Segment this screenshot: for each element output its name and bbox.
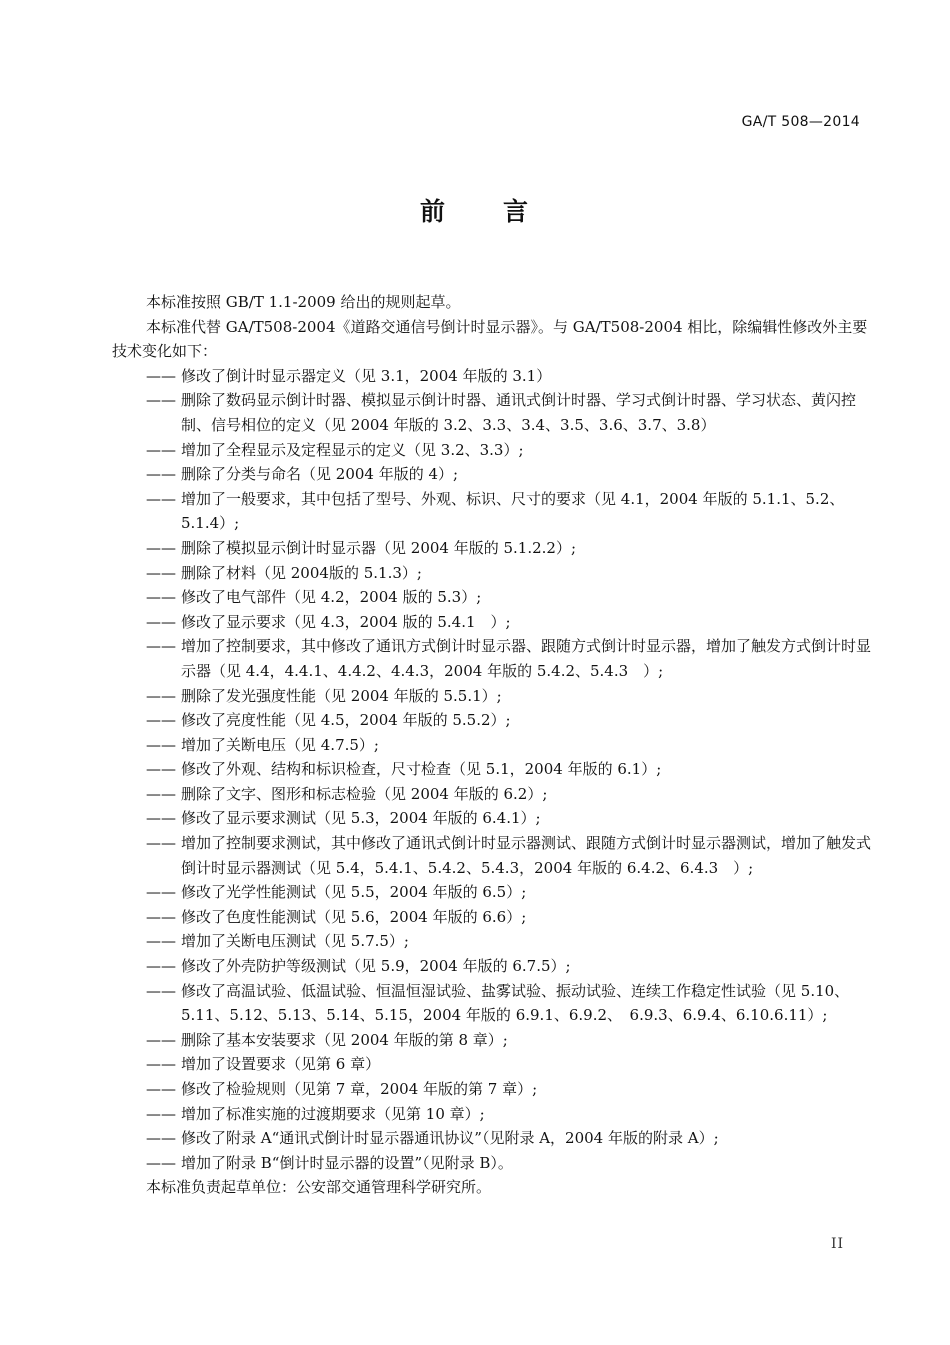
list-dash: —— — [146, 981, 176, 1000]
list-item-text: 增加了关断电压测试（见 5.7.5）; — [181, 932, 409, 951]
list-item-text: 增加了一般要求，其中包括了型号、外观、标识、尺寸的要求（见 4.1，2004 年版的 5.1.1、5.2、5.1.4）; — [181, 489, 845, 533]
list-dash: —— — [146, 1055, 176, 1074]
list-item-text: 修改了显示要求（见 4.3，2004 版的 5.4.1 ）; — [181, 612, 511, 631]
list-item — [112, 536, 882, 561]
document-code: GA/T 508—2014 — [741, 114, 860, 130]
foreword-body — [112, 290, 882, 1200]
list-item — [112, 806, 882, 831]
list-item-text: 修改了外观、结构和标识检查，尺寸检查（见 5.1，2004 年版的 6.1）; — [181, 760, 662, 779]
list-item-text: 修改了亮度性能（见 4.5，2004 年版的 5.5.2）; — [181, 711, 511, 730]
list-dash: —— — [146, 637, 176, 656]
list-item-text: 修改了高温试验、低温试验、恒温恒湿试验、盐雾试验、振动试验、连续工作稳定性试验（见 5.10、5.11、5.12、5.13、5.14、5.15，2004 年版的 6.9.1、6.9.2、 6.9.3、6.9.4、6.10.6.11）; — [181, 981, 850, 1025]
list-item — [112, 954, 882, 979]
page-number: II — [830, 1236, 844, 1252]
list-dash: —— — [146, 686, 176, 705]
list-dash: —— — [146, 563, 176, 582]
list-item-text: 删除了基本安装要求（见 2004 年版的第 8 章）; — [181, 1030, 508, 1049]
list-item-text: 增加了全程显示及定程显示的定义（见 3.2、3.3）; — [181, 440, 524, 459]
list-dash: —— — [146, 1104, 176, 1123]
list-item — [112, 1077, 882, 1102]
list-dash: —— — [146, 366, 176, 385]
list-item — [112, 438, 882, 463]
list-item — [112, 708, 882, 733]
list-item — [112, 561, 882, 586]
list-dash: —— — [146, 834, 176, 853]
list-item — [112, 929, 882, 954]
list-item-text: 修改了电气部件（见 4.2，2004 版的 5.3）; — [181, 588, 482, 607]
list-item — [112, 1052, 882, 1077]
list-item — [112, 610, 882, 635]
list-item — [112, 388, 882, 437]
list-item — [112, 757, 882, 782]
list-item-text: 增加了关断电压（见 4.7.5）; — [181, 735, 379, 754]
page-title-char-1: 前 — [419, 197, 447, 226]
list-item-text: 删除了数码显示倒计时器、模拟显示倒计时器、通讯式倒计时器、学习式倒计时器、学习状态、黄闪控制、信号相位的定义（见 2004 年版的 3.2、3.3、3.4、3.5、3.6、3.7、3.8） — [181, 391, 857, 434]
intro-paragraph: 本标准按照 GB/T 1.1-2009 给出的规则起草。 — [146, 293, 461, 311]
list-dash: —— — [146, 538, 176, 557]
list-item-text: 删除了发光强度性能（见 2004 年版的 5.5.1）; — [181, 686, 502, 705]
list-item — [112, 880, 882, 905]
list-item — [112, 1102, 882, 1127]
list-item — [112, 1126, 882, 1151]
list-dash: —— — [146, 1080, 176, 1098]
list-item — [112, 733, 882, 758]
list-item — [112, 905, 882, 930]
list-item — [112, 585, 882, 610]
intro-paragraph: 本标准代替 GA/T508-2004《道路交通信号倒计时显示器》。与 GA/T508-2004 相比，除编辑性修改外主要技术变化如下： — [112, 317, 868, 361]
list-item — [112, 462, 882, 487]
list-item — [112, 487, 882, 536]
list-dash: —— — [146, 907, 176, 926]
list-dash: —— — [146, 1153, 176, 1172]
list-item-text: 修改了外壳防护等级测试（见 5.9，2004 年版的 6.7.5）; — [181, 957, 571, 976]
list-item-text: 增加了标准实施的过渡期要求（见第 10 章）; — [181, 1104, 485, 1123]
list-dash: —— — [146, 1129, 176, 1148]
list-item-text: 修改了附录 A“通讯式倒计时显示器通讯协议”（见附录 A，2004 年版的附录 A）; — [181, 1129, 719, 1148]
list-item — [112, 684, 882, 709]
list-item-text: 修改了显示要求测试（见 5.3，2004 年版的 6.4.1）; — [181, 809, 541, 828]
list-item-text: 修改了色度性能测试（见 5.6，2004 年版的 6.6）; — [181, 907, 527, 926]
list-item — [112, 979, 882, 1028]
list-dash: —— — [146, 588, 176, 607]
list-item-text: 增加了附录 B“倒计时显示器的设置”（见附录 B）。 — [181, 1153, 513, 1172]
list-item-text: 修改了检验规则（见第 7 章，2004 年版的第 7 章）; — [181, 1080, 538, 1098]
list-dash: —— — [146, 809, 176, 828]
list-item-text: 删除了文字、图形和标志检验（见 2004 年版的 6.2）; — [181, 784, 548, 803]
list-dash: —— — [146, 612, 176, 631]
list-item-text: 删除了模拟显示倒计时显示器（见 2004 年版的 5.1.2.2）; — [181, 538, 577, 557]
page-title-char-2: 言 — [503, 197, 531, 226]
list-dash: —— — [146, 760, 176, 779]
list-dash: —— — [146, 465, 176, 484]
list-item — [112, 634, 882, 683]
list-dash: —— — [146, 391, 176, 410]
list-dash: —— — [146, 932, 176, 951]
list-dash: —— — [146, 440, 176, 459]
list-dash: —— — [146, 883, 176, 902]
drafting-unit-paragraph: 本标准负责起草单位：公安部交通管理科学研究所。 — [146, 1178, 492, 1197]
list-item — [112, 364, 882, 389]
list-dash: —— — [146, 489, 176, 508]
list-dash: —— — [146, 1030, 176, 1049]
page-title — [0, 192, 950, 228]
list-dash: —— — [146, 784, 176, 803]
list-item — [112, 831, 882, 880]
change-list — [112, 364, 882, 1176]
list-item-text: 增加了设置要求（见第 6 章） — [181, 1055, 381, 1074]
list-item-text: 修改了光学性能测试（见 5.5，2004 年版的 6.5）; — [181, 883, 527, 902]
list-item-text: 增加了控制要求，其中修改了通讯方式倒计时显示器、跟随方式倒计时显示器，增加了触发方式倒计时显示器（见 4.4，4.4.1、4.4.2、4.4.3，2004 年版的 5.4.2、5.4.3 ）; — [181, 637, 872, 680]
list-dash: —— — [146, 735, 176, 754]
list-item — [112, 782, 882, 807]
list-item-text: 修改了倒计时显示器定义（见 3.1，2004 年版的 3.1） — [181, 366, 552, 385]
list-item-text: 删除了材料（见 2004版的 5.1.3）; — [181, 563, 422, 582]
list-dash: —— — [146, 957, 176, 976]
list-item-text: 删除了分类与命名（见 2004 年版的 4）; — [181, 465, 459, 484]
list-item-text: 增加了控制要求测试，其中修改了通讯式倒计时显示器测试、跟随方式倒计时显示器测试，增加了触发式倒计时显示器测试（见 5.4，5.4.1、5.4.2、5.4.3，2004 年版的 6.4.2、6.4.3 ）; — [181, 834, 872, 877]
list-dash: —— — [146, 711, 176, 730]
list-item — [112, 1151, 882, 1176]
list-item — [112, 1028, 882, 1053]
